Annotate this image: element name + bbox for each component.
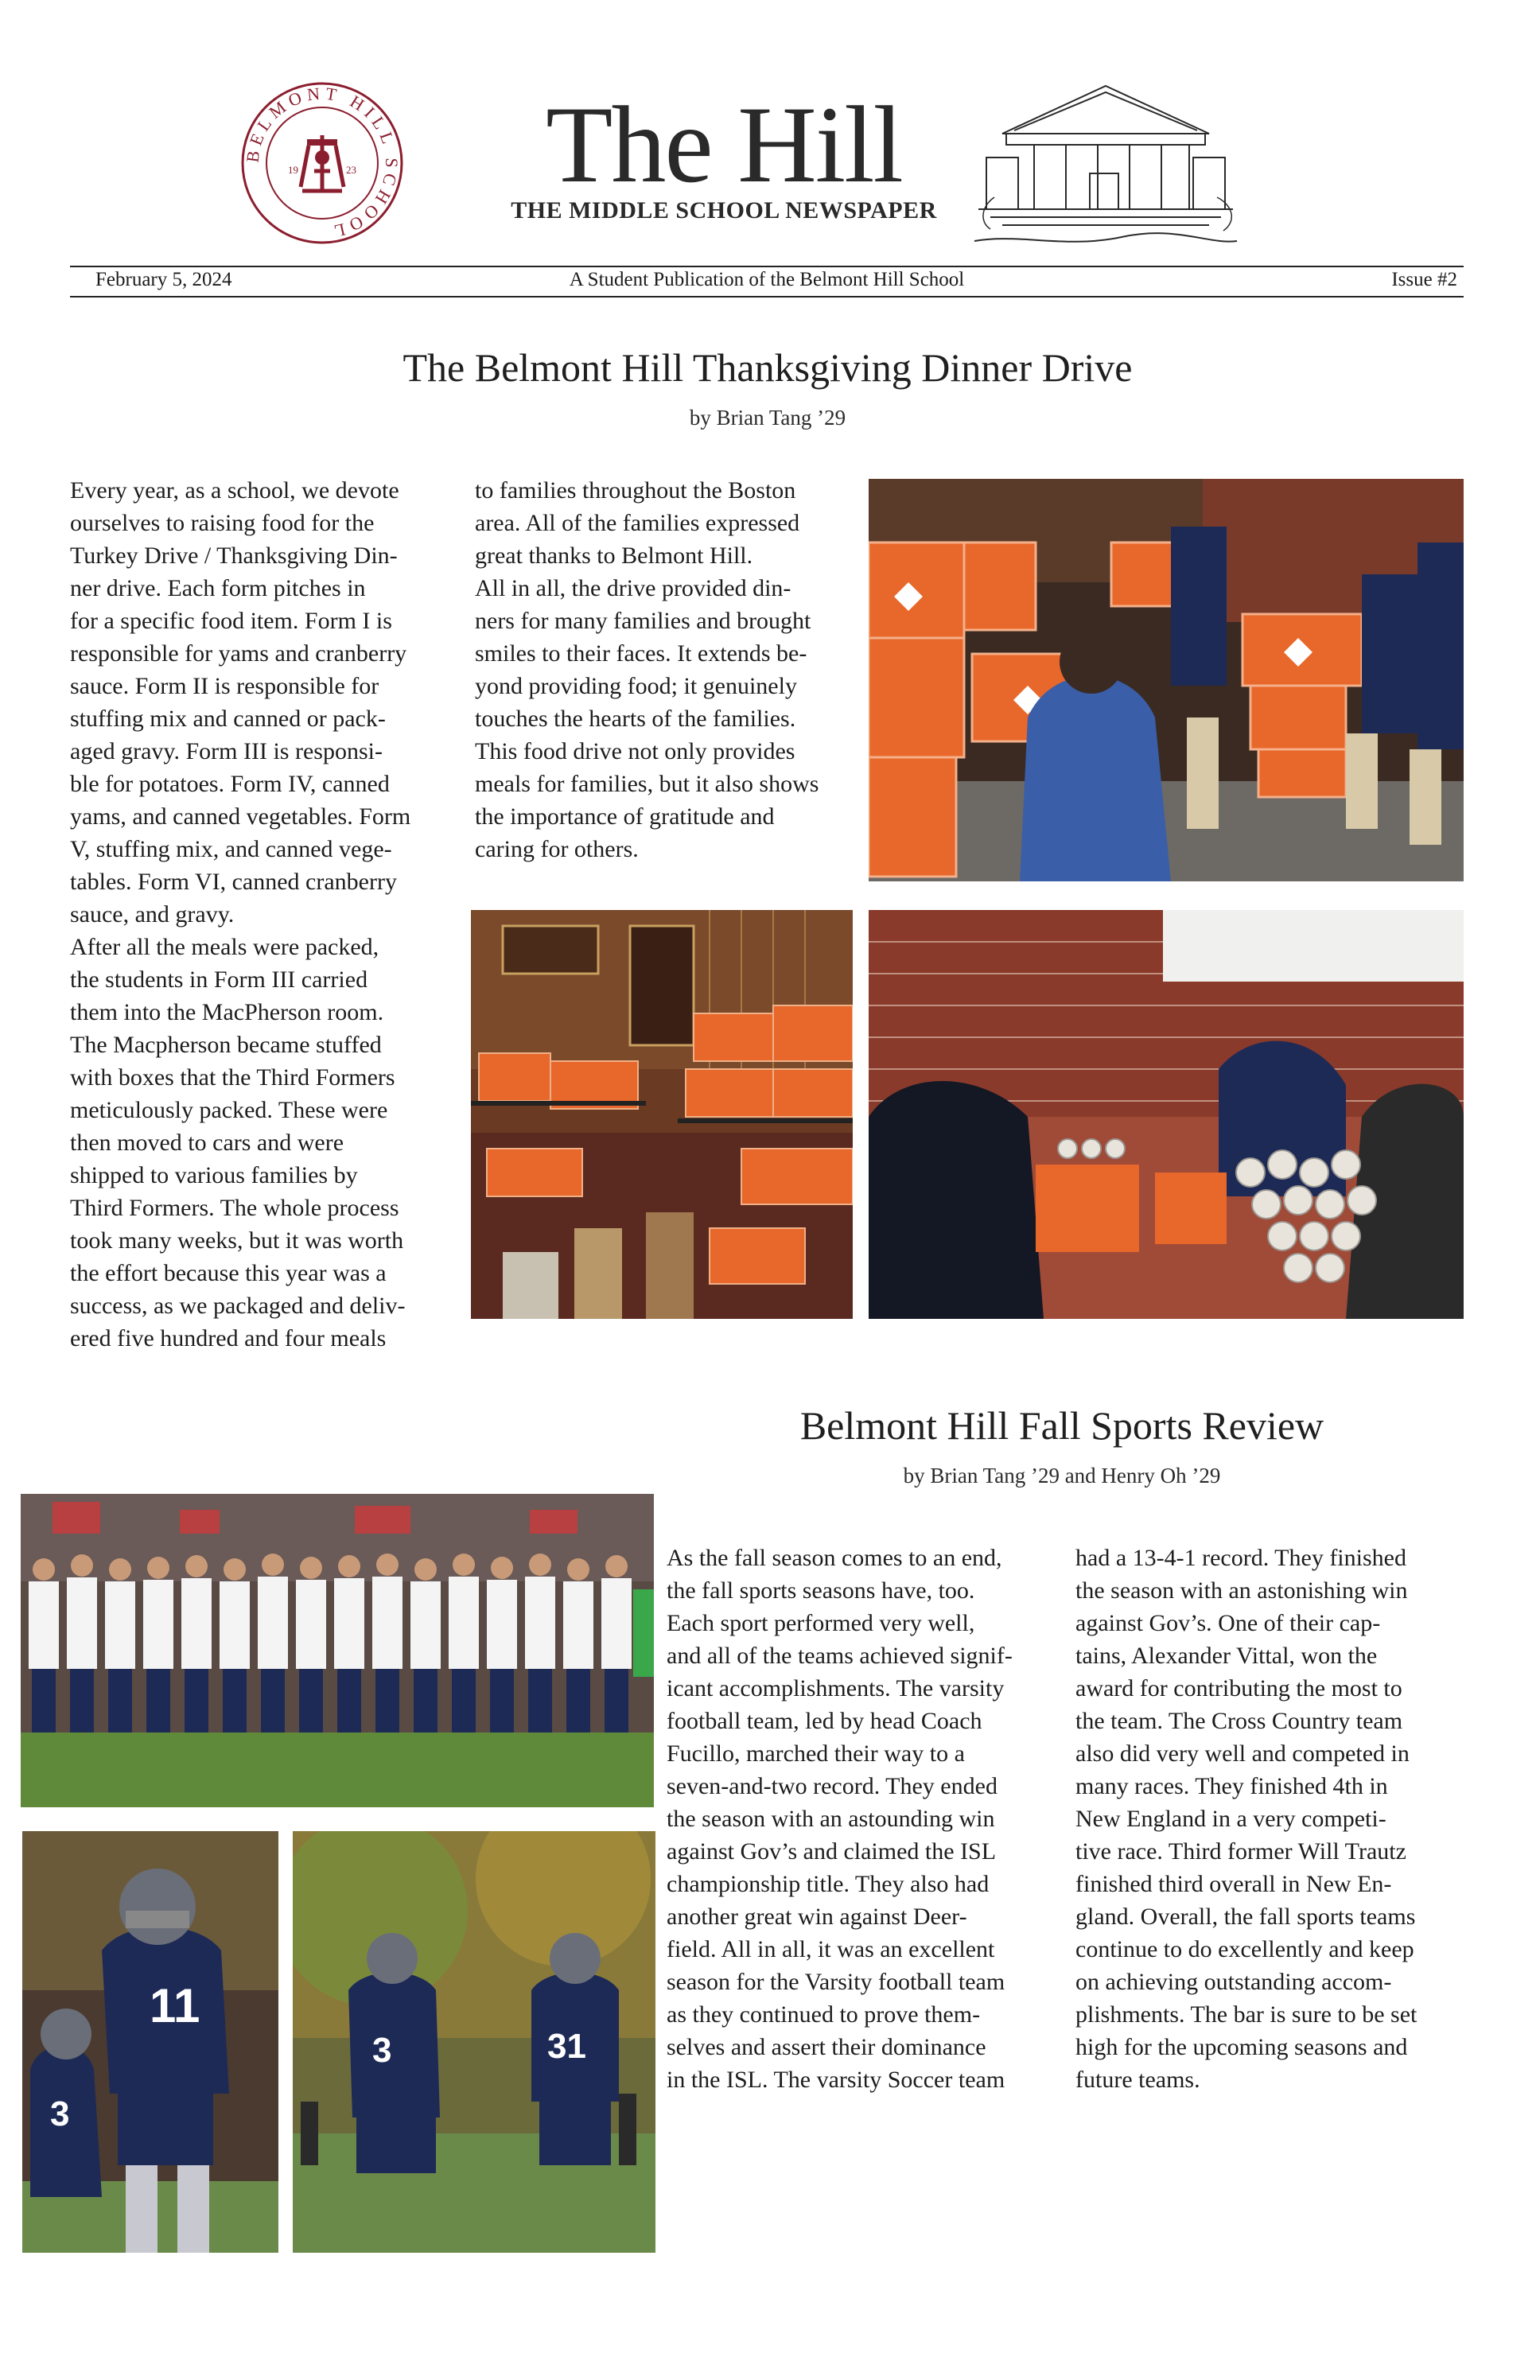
publication-tagline: A Student Publication of the Belmont Hill School	[569, 269, 965, 290]
article-column-1: Every year, as a school, we devote ourselves to raising food for the Turkey Drive / Thanksgiving Din- ner drive. Each form pitches in for a specific food item. Form I is responsible for yams and cranberry sauce. Form II is responsible for stuffing mix and canned or pack- aged gravy. Form III is responsi- ble for potatoes. Form IV, canned yams, and canned vegetables. Form V, stuffing mix, and canned vege- tables. Form VI, canned cranberry sauce, and gravy. After all the meals were packed, the students in Form III carried them into the MacPherson room. The Macpherson became stuffed with boxes that the Third Formers meticulously packed. These were then moved to cars and were shipped to various families by Third Formers. The whole process took many weeks, but it was worth the effort because this year was a success, as we packaged and deliv- ered five hundred and four meals	[70, 477, 411, 1351]
svg-text:3: 3	[372, 2031, 392, 2070]
school-seal-logo	[239, 80, 406, 247]
school-building-sketch	[970, 78, 1241, 255]
svg-text:11: 11	[150, 1979, 200, 2032]
issue-number: Issue #2	[1391, 269, 1457, 290]
newspaper-title: The Hill	[546, 84, 902, 205]
svg-text:19: 19	[288, 164, 298, 176]
masthead-bottom-rule	[70, 296, 1464, 298]
seal-text: BELMONT HILL SCHOOL	[242, 83, 402, 243]
photo-students-sorting-cans	[869, 910, 1464, 1319]
article-column-1: As the fall season comes to an end, the fall sports seasons have, too. Each sport performed very well, and all of the teams achieved signif- icant accomplishments. The varsity football team, led by head Coach Fucillo, marched their way to a seven-and-two record. They ended the season with an astounding win against Gov’s and claimed the ISL championship title. They also had another great win against Deer- field. All in all, it was an excellent season for the Varsity football team as they continued to prove them- selves and assert their dominance in the ISL. The varsity Soccer team	[667, 1545, 1013, 2093]
article-byline: by Brian Tang ’29	[689, 406, 846, 430]
svg-text:3: 3	[50, 2094, 70, 2133]
article-headline: The Belmont Hill Thanksgiving Dinner Drive	[402, 345, 1133, 390]
svg-text:31: 31	[547, 2027, 586, 2066]
masthead-top-rule	[70, 266, 1464, 267]
article-byline: by Brian Tang ’29 and Henry Oh ’29	[903, 1464, 1221, 1488]
newspaper-subtitle: THE MIDDLE SCHOOL NEWSPAPER	[511, 197, 937, 224]
article-column-2: had a 13-4-1 record. They finished the season with an astonishing win against Gov’s. One of their cap- tains, Alexander Vittal, won the award for contributing the most to the team. The Cross Country team also did very well and competed in many races. They finished 4th in New England in a very competi- tive race. Third former Will Trautz finished third overall in New En- gland. Overall, the fall sports teams continue to do excellently and keep on achieving outstanding accom- plishments. The bar is sure to be set high for the upcoming seasons and future teams.	[1075, 1545, 1418, 2093]
article-column-2: to families throughout the Boston area. All of the families expressed great thanks to Belmont Hill. All in all, the drive provided din- ners for many families and brought smiles to their faces. It extends be- yond providing food; it genuinely touches the hearts of the families. This food drive not only provides meals for families, but it also shows the importance of gratitude and caring for others.	[475, 477, 819, 862]
photo-football-players-field	[293, 1831, 655, 2253]
photo-soccer-team-lineup	[21, 1494, 654, 1807]
issue-date: February 5, 2024	[95, 269, 232, 290]
svg-text:23: 23	[346, 164, 356, 176]
photo-students-carrying-boxes	[869, 479, 1464, 881]
nameplate	[493, 84, 955, 224]
article-headline: Belmont Hill Fall Sports Review	[799, 1403, 1324, 1448]
photo-football-player-closeup	[22, 1831, 278, 2253]
dateline-bar	[70, 269, 1464, 296]
photo-macpherson-room-boxes	[471, 910, 853, 1319]
